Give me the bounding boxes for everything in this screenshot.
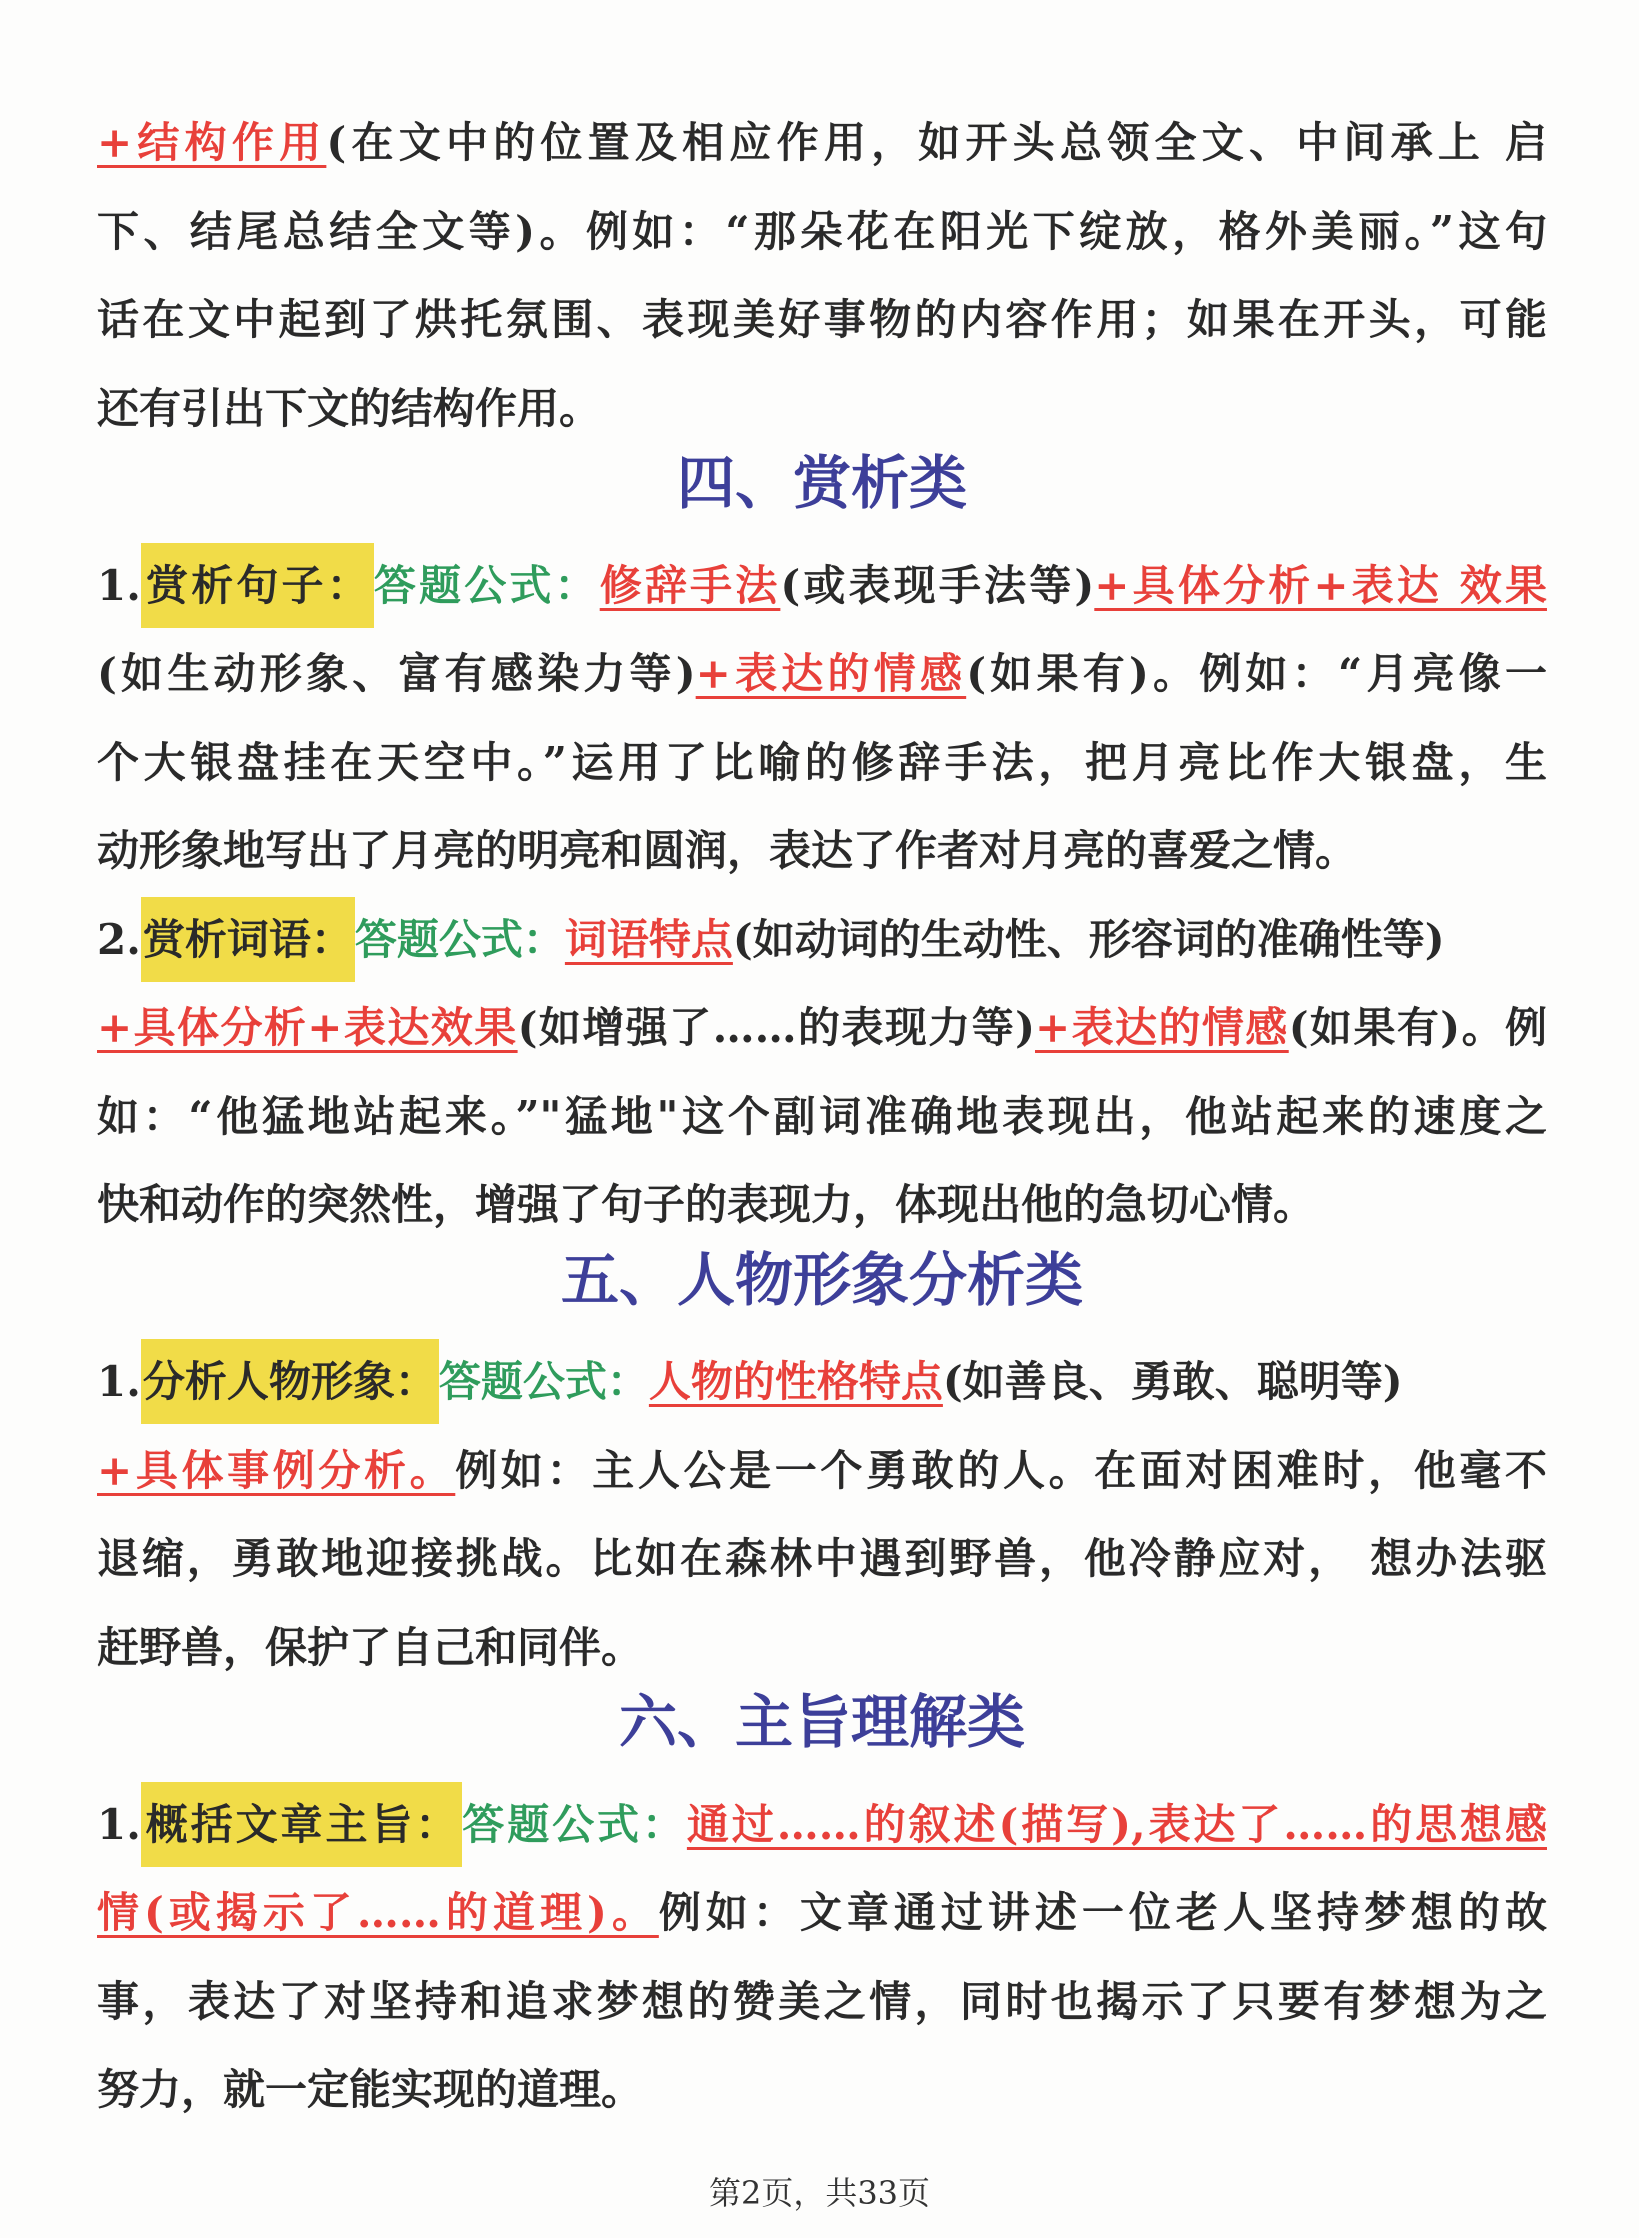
body-text: (如生动形象、富有感染力等) [97, 649, 696, 698]
question-type-label: 概括文章主旨： [141, 1782, 462, 1867]
body-text: 1. [97, 560, 141, 610]
text-line [97, 719, 1547, 808]
body-text: (如动词的生动性、形容词的准确性等) [732, 914, 1445, 964]
text-line [97, 1781, 1547, 1870]
body-text: 话在文中起到了烘托氛围、表现美好事物的内容作用；如果在开头，可能 [97, 295, 1547, 344]
body-text: 1. [97, 1799, 141, 1849]
question-type-label: 赏析句子： [141, 543, 374, 628]
text-line [97, 2046, 1547, 2135]
key-point-underlined: +具体分析+表达效果 [97, 1003, 518, 1052]
body-text: 个大银盘挂在天空中。”运用了比喻的修辞手法，把月亮比作大银盘，生 [97, 737, 1547, 787]
formula-label: 答题公式： [438, 1357, 649, 1406]
text-line [97, 188, 1547, 277]
text-line [97, 1073, 1547, 1162]
text-line [97, 896, 1547, 985]
body-text: (如果有)。例如：“月亮像一 [966, 649, 1547, 698]
key-point-underlined: 词语特点 [564, 914, 733, 964]
section-heading: 五、人物形象分析类 [560, 1245, 1083, 1314]
section-heading: 六、主旨理解类 [618, 1688, 1025, 1756]
body-text: 例如：主人公是一个勇敢的人。在面对困难时，他毫不 [455, 1445, 1547, 1495]
key-point-underlined: 情(或揭示了……的道理)。 [97, 1888, 659, 1937]
key-point-underlined: +表达的情感 [1035, 1003, 1289, 1052]
body-text: 还有引出下文的结构作用。 [97, 383, 602, 433]
formula-label: 答题公式： [462, 1799, 687, 1849]
body-text: (如增强了……的表现力等) [517, 1003, 1035, 1052]
text-line [97, 542, 1547, 631]
key-point-underlined: +具体分析+表达 效果 [1094, 560, 1547, 610]
document-body [97, 99, 1547, 2135]
body-text: 2. [97, 914, 141, 964]
body-text: (或表现手法等) [780, 560, 1095, 610]
body-text: 下、结尾总结全文等)。例如：“那朵花在阳光下绽放，格外美丽。”这句 [97, 206, 1547, 256]
text-line [97, 1869, 1547, 1958]
key-point-underlined: 修辞手法 [599, 560, 781, 610]
text-line [97, 807, 1547, 896]
key-point-underlined: 人物的性格特点 [648, 1357, 943, 1406]
body-text: 例如：文章通过讲述一位老人坚持梦想的故 [658, 1888, 1547, 1937]
question-type-label: 分析人物形象： [141, 1339, 439, 1424]
key-point-underlined: 通过……的叙述(描写),表达了……的思想感 [686, 1799, 1547, 1849]
key-point-underlined: +表达的情感 [695, 649, 967, 698]
text-line [97, 630, 1547, 719]
body-text: 赶野兽，保护了自己和同伴。 [97, 1622, 644, 1672]
body-text: (如果有)。例 [1288, 1003, 1548, 1052]
text-line [97, 1338, 1547, 1427]
text-line [97, 99, 1547, 188]
text-line [97, 984, 1547, 1073]
body-text: 如：“他猛地站起来。”"猛地"这个副词准确地表现出，他站起来的速度之 [97, 1091, 1547, 1141]
body-text: 1. [97, 1357, 141, 1406]
body-text: 快和动作的突然性，增强了句子的表现力，体现出他的急切心情。 [97, 1180, 1316, 1229]
body-text: 努力，就一定能实现的道理。 [97, 2065, 644, 2114]
body-text: (在文中的位置及相应作用，如开头总领全文、中间承上 启 [326, 118, 1547, 167]
formula-label: 答题公式： [373, 560, 600, 610]
body-text: 动形象地写出了月亮的明亮和圆润，表达了作者对月亮的喜爱之情。 [97, 826, 1358, 875]
page-number: 第2页，共33页 [708, 2174, 931, 2212]
key-point-underlined: +具体事例分析。 [97, 1445, 456, 1495]
question-type-label: 赏析词语： [141, 897, 355, 982]
text-line [97, 1958, 1547, 2047]
body-text: 事，表达了对坚持和追求梦想的赞美之情，同时也揭示了只要有梦想为之 [97, 1976, 1547, 2026]
text-line [97, 1427, 1547, 1516]
key-point-underlined: +结构作用 [97, 118, 327, 167]
text-line [97, 1515, 1547, 1604]
formula-label: 答题公式： [354, 914, 565, 964]
body-text: (如善良、勇敢、聪明等) [942, 1357, 1403, 1406]
body-text: 退缩，勇敢地迎接挑战。比如在森林中遇到野兽，他冷静应对， 想办法驱 [97, 1534, 1547, 1583]
text-line [97, 276, 1547, 365]
section-heading: 四、赏析类 [676, 449, 967, 517]
